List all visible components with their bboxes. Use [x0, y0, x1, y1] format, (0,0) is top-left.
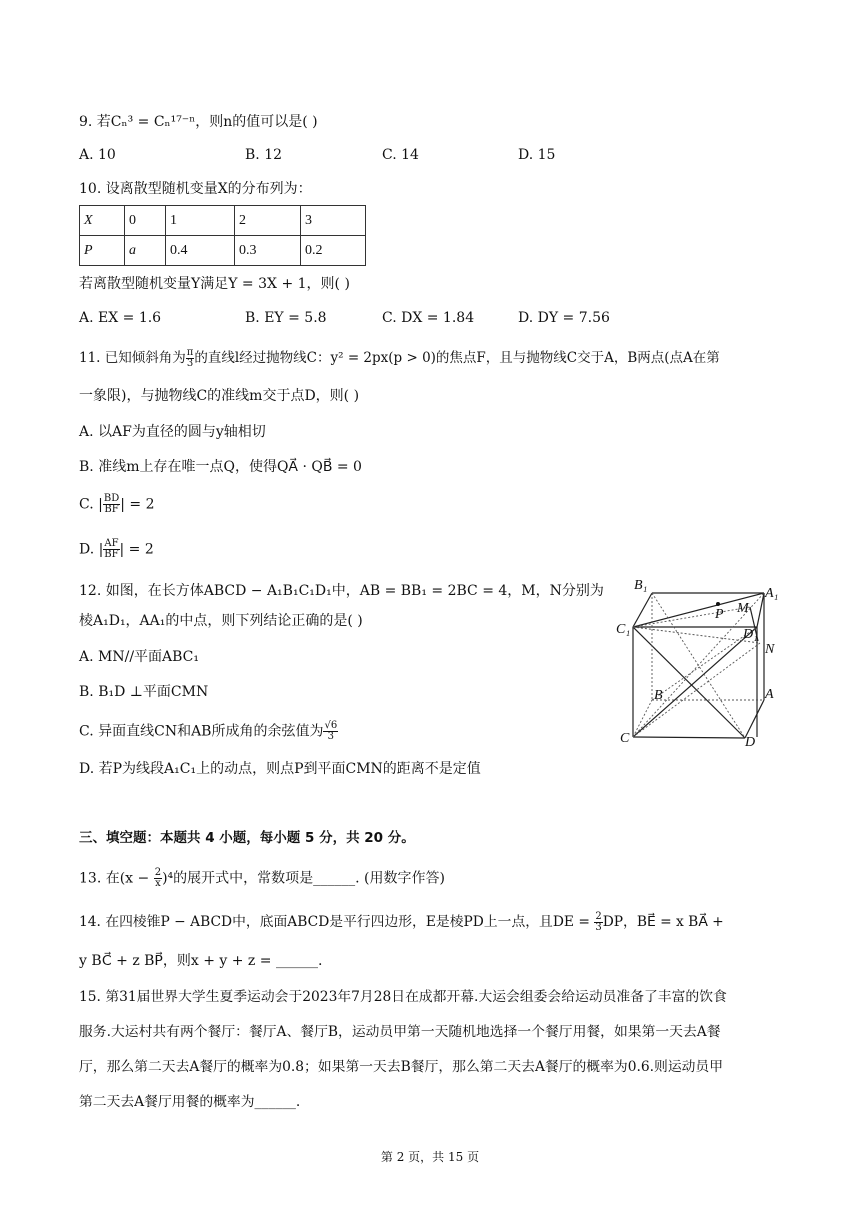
table-cell: X [80, 206, 125, 236]
q15-line1: 15. 第31届世界大学生夏季运动会于2023年7月28日在成都开幕.大运会组委会给运动员准备了丰富的饮食 [79, 989, 727, 1005]
q12-option-d: D. 若P为线段A₁C₁上的动点，则点P到平面CMN的距离不是定值 [79, 761, 481, 777]
cuboid-figure [612, 575, 790, 750]
q11-stem-part2: 的直线l经过抛物线C：y² = 2px(p > 0)的焦点F，且与抛物线C交于A，B两点(点A在第 [194, 350, 720, 366]
option-suffix: | = 2 [120, 496, 155, 513]
q9-option-a: A. 10 [79, 147, 116, 163]
q10-option-b: B. EY = 5.8 [245, 310, 327, 326]
q15-line3: 厅，那么第二天去A餐厅的概率为0.8；如果第一天去B餐厅，那么第二天去A餐厅的概率为0.6.则运动员甲 [79, 1059, 724, 1075]
table-cell: 0.3 [235, 236, 301, 266]
table-cell: 0.4 [166, 236, 235, 266]
section-heading: 三、填空题：本题共 4 小题，每小题 5 分，共 20 分。 [79, 830, 415, 846]
figure-label: D₁ [743, 627, 758, 642]
option-prefix: C. 异面直线CN和AB所成角的余弦值为 [79, 723, 324, 740]
q15-line4: 第二天去A餐厅用餐的概率为______. [79, 1094, 301, 1110]
fraction-denominator: BF [104, 504, 119, 515]
figure-label: B₁ [634, 578, 648, 593]
q9-stem: 9. 若Cₙ³ = Cₙ¹⁷⁻ⁿ，则n的值可以是( ) [79, 114, 318, 130]
fraction-denominator: x [155, 878, 161, 889]
q11-stem-part1: 11. 已知倾斜角为 [79, 350, 186, 366]
fraction [594, 912, 602, 933]
q10-option-d: D. DY = 7.56 [518, 310, 610, 326]
figure-label: M [737, 601, 749, 616]
option-prefix: C. | [79, 496, 103, 513]
fraction-numerator: 2 [595, 911, 602, 922]
table-row [80, 236, 366, 266]
option-suffix: | = 2 [119, 541, 154, 558]
fraction-numerator: BD [103, 493, 120, 504]
q13-part1: 13. 在(x − [79, 870, 154, 887]
fraction-denominator: 3 [595, 922, 602, 933]
page-footer: 第 2 页，共 15 页 [380, 1150, 480, 1164]
table-cell: 3 [301, 206, 366, 236]
q13-part2: )⁴的展开式中，常数项是______. (用数字作答) [162, 870, 445, 887]
q11-option-a: A. 以AF为直径的圆与y轴相切 [79, 424, 266, 440]
q14-part2: DP，BE⃗ = x BA⃗ + [602, 914, 724, 930]
table-cell: P [80, 236, 125, 266]
q9-option-c: C. 14 [382, 147, 419, 163]
fraction-denominator: 3 [186, 358, 194, 369]
fraction [154, 868, 162, 889]
q14-stem-line2: y BC⃗ + z BP⃗，则x + y + z = ______. [79, 953, 323, 969]
q12-stem-line2: 棱A₁D₁，AA₁的中点，则下列结论正确的是( ) [79, 613, 363, 629]
figure-label: A₁ [765, 586, 779, 601]
fraction-denominator: 3 [327, 731, 335, 742]
table-cell: a [125, 236, 166, 266]
q11-stem-line2: 一象限)，与抛物线C的准线m交于点D，则( ) [79, 388, 360, 404]
fraction-numerator: 2 [154, 867, 162, 878]
q10-condition: 若离散型随机变量Y满足Y = 3X + 1，则( ) [79, 276, 350, 292]
q14-part1: 14. 在四棱锥P − ABCD中，底面ABCD是平行四边形，E是棱PD上一点，且DE = [79, 914, 595, 930]
fraction-numerator: AF [104, 538, 119, 549]
distribution-table [79, 205, 366, 266]
figure-label: C [620, 731, 630, 746]
fraction [323, 721, 338, 742]
q13-stem [79, 868, 445, 889]
q12-option-a: A. MN//平面ABC₁ [79, 649, 200, 665]
table-cell: 1 [166, 206, 235, 236]
q14-stem-line1 [79, 912, 724, 933]
figure-label: B [654, 688, 663, 703]
q11-option-c [79, 494, 154, 515]
figure-label: C₁ [616, 622, 631, 637]
figure-label: A [765, 687, 774, 702]
option-prefix: D. | [79, 541, 104, 558]
fraction-numerator: π [186, 347, 194, 358]
fraction-denominator: BF [104, 549, 119, 560]
table-cell: 2 [235, 206, 301, 236]
q12-stem-line1: 12. 如图，在长方体ABCD − A₁B₁C₁D₁中，AB = BB₁ = 2BC = 4，M，N分别为 [79, 583, 604, 599]
figure-label: N [765, 642, 775, 657]
q10-option-c: C. DX = 1.84 [382, 310, 475, 326]
figure-label: D [745, 735, 756, 750]
table-cell: 0 [125, 206, 166, 236]
fraction [103, 539, 119, 560]
fraction [103, 494, 120, 515]
q9-option-b: B. 12 [245, 147, 283, 163]
q10-option-a: A. EX = 1.6 [79, 310, 162, 326]
q12-option-b: B. B₁D ⊥平面CMN [79, 684, 209, 700]
q10-stem: 10. 设离散型随机变量X的分布列为： [79, 181, 312, 197]
figure-label: P [715, 607, 724, 622]
fraction-numerator: √6 [324, 720, 338, 731]
q11-stem-line1 [79, 348, 720, 369]
table-cell: 0.2 [301, 236, 366, 266]
q11-option-d [79, 539, 154, 560]
q15-line2: 服务.大运村共有两个餐厅：餐厅A、餐厅B，运动员甲第一天随机地选择一个餐厅用餐，如果第一天去A餐 [79, 1024, 721, 1040]
q9-option-d: D. 15 [518, 147, 556, 163]
q11-option-b: B. 准线m上存在唯一点Q，使得QA⃗ · QB⃗ = 0 [79, 459, 362, 475]
table-row [80, 206, 366, 236]
q12-option-c [79, 721, 338, 742]
